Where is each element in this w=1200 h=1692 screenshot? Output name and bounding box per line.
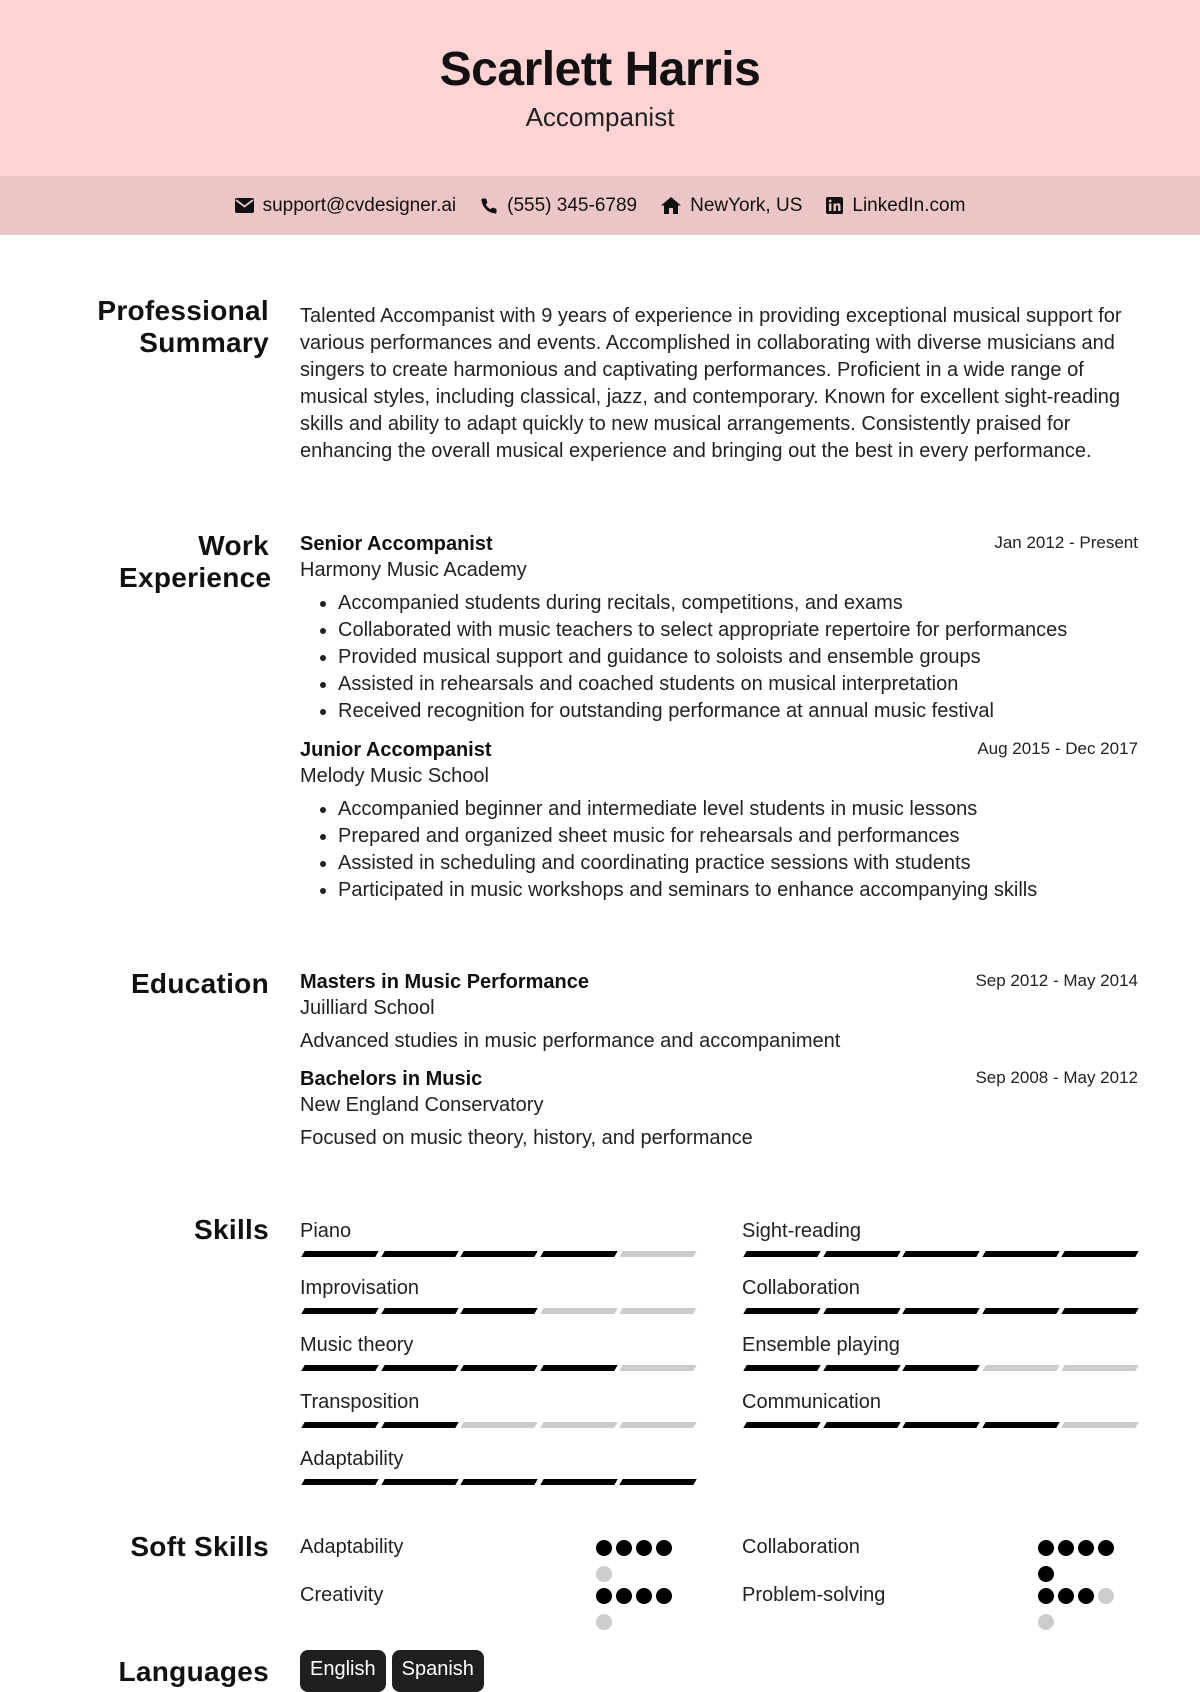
skill-segment-filled xyxy=(460,1251,537,1257)
section-title-skills: Skills xyxy=(194,1214,269,1245)
work-entry xyxy=(300,531,1138,725)
soft-skill-item xyxy=(300,1534,696,1580)
rating-dot-filled xyxy=(1038,1566,1054,1582)
skill-name: Music theory xyxy=(300,1334,414,1356)
rating-dot-empty xyxy=(596,1566,612,1582)
skill-segment-empty xyxy=(619,1365,696,1371)
rating-dot-filled xyxy=(596,1540,612,1556)
skill-segment-filled xyxy=(619,1479,696,1485)
language-pill: English xyxy=(300,1650,386,1692)
section-title-summary: Professional Summary xyxy=(97,295,269,358)
skill-level-bar xyxy=(300,1251,696,1259)
contact-bar xyxy=(0,176,1200,235)
rating-dot-filled xyxy=(656,1588,672,1604)
candidate-title: Accompanist xyxy=(525,102,675,132)
skill-segment-filled xyxy=(301,1251,378,1257)
skill-segment-filled xyxy=(540,1479,617,1485)
envelope-icon xyxy=(235,198,254,213)
skill-item xyxy=(300,1446,696,1472)
work-bullets xyxy=(300,796,1138,904)
skill-segment-filled xyxy=(743,1422,820,1428)
rating-dot-filled xyxy=(1058,1588,1074,1604)
work-bullet: • Received recognition for outstanding performance at annual music festival xyxy=(338,698,1138,725)
skill-segment-filled xyxy=(902,1365,979,1371)
work-org: Harmony Music Academy xyxy=(300,559,527,581)
skill-segment-filled xyxy=(460,1479,537,1485)
rating-dot-filled xyxy=(1098,1540,1114,1556)
rating-dot-filled xyxy=(636,1588,652,1604)
skill-item xyxy=(742,1218,1138,1244)
skill-segment-empty xyxy=(982,1365,1059,1371)
skill-segment-filled xyxy=(743,1365,820,1371)
skill-segment-filled xyxy=(381,1251,458,1257)
skill-item xyxy=(300,1275,696,1301)
work-bullet: • Accompanied beginner and intermediate level students in music lessons xyxy=(338,796,1138,823)
skill-level-bar xyxy=(300,1308,696,1316)
rating-dot-filled xyxy=(1038,1540,1054,1556)
skill-segment-filled xyxy=(301,1365,378,1371)
work-org: Melody Music School xyxy=(300,765,489,787)
skill-segment-empty xyxy=(1061,1422,1138,1428)
skill-name: Ensemble playing xyxy=(742,1334,900,1356)
skill-segment-empty xyxy=(540,1422,617,1428)
skill-segment-filled xyxy=(743,1251,820,1257)
work-entry xyxy=(300,737,1138,904)
skill-segment-filled xyxy=(381,1308,458,1314)
rating-dot-empty xyxy=(596,1614,612,1630)
work-bullet: • Accompanied students during recitals, competitions, and exams xyxy=(338,590,1138,617)
skill-level-bar xyxy=(300,1422,696,1430)
section-title-languages: Languages xyxy=(118,1656,269,1687)
skill-segment-empty xyxy=(619,1422,696,1428)
skill-segment-filled xyxy=(743,1308,820,1314)
work-list xyxy=(300,531,1138,904)
skill-segment-filled xyxy=(902,1308,979,1314)
skill-segment-filled xyxy=(982,1308,1059,1314)
skill-segment-filled xyxy=(902,1251,979,1257)
education-date: Sep 2012 - May 2014 xyxy=(975,971,1138,990)
email-text: support@cvdesigner.ai xyxy=(262,194,457,216)
skill-segment-empty xyxy=(619,1251,696,1257)
skill-segment-filled xyxy=(823,1251,900,1257)
rating-dot-empty xyxy=(1098,1588,1114,1604)
skill-segment-filled xyxy=(381,1479,458,1485)
skill-segment-filled xyxy=(1061,1251,1138,1257)
rating-dot-filled xyxy=(616,1540,632,1556)
resume-header xyxy=(0,0,1200,176)
rating-dot-filled xyxy=(1078,1540,1094,1556)
skill-segment-filled xyxy=(381,1422,458,1428)
skill-segment-filled xyxy=(823,1365,900,1371)
skill-segment-empty xyxy=(619,1308,696,1314)
skill-segment-empty xyxy=(460,1422,537,1428)
skill-name: Piano xyxy=(300,1220,352,1242)
rating-dot-filled xyxy=(616,1588,632,1604)
linkedin-icon xyxy=(826,197,843,214)
skill-segment-filled xyxy=(540,1251,617,1257)
skill-item xyxy=(300,1218,696,1244)
skill-level-bar xyxy=(742,1422,1138,1430)
skill-name: Sight-reading xyxy=(742,1220,861,1242)
work-date: Jan 2012 - Present xyxy=(994,533,1138,552)
education-school: New England Conservatory xyxy=(300,1094,544,1116)
section-title-work: Work Experience xyxy=(119,530,272,593)
education-date: Sep 2008 - May 2012 xyxy=(975,1068,1138,1087)
contact-linkedin[interactable] xyxy=(826,195,965,217)
soft-skill-item xyxy=(742,1534,1138,1580)
rating-dot-filled xyxy=(656,1540,672,1556)
skill-item xyxy=(742,1389,1138,1415)
skill-level-bar xyxy=(742,1308,1138,1316)
education-entry xyxy=(300,1066,1138,1152)
skill-segment-filled xyxy=(381,1365,458,1371)
skill-segment-filled xyxy=(982,1422,1059,1428)
skill-name: Communication xyxy=(742,1391,881,1413)
contact-phone[interactable] xyxy=(480,195,637,217)
skill-level-bar xyxy=(300,1479,696,1487)
rating-dot-filled xyxy=(636,1540,652,1556)
rating-dot-filled xyxy=(1058,1540,1074,1556)
skill-item xyxy=(742,1275,1138,1301)
languages-list xyxy=(300,1650,1138,1692)
work-bullet: • Participated in music workshops and seminars to enhance accompanying skills xyxy=(338,877,1138,904)
rating-dot-filled xyxy=(596,1588,612,1604)
skill-segment-filled xyxy=(460,1365,537,1371)
phone-text: (555) 345-6789 xyxy=(507,194,638,216)
skill-segment-empty xyxy=(540,1308,617,1314)
work-title: Senior Accompanist xyxy=(300,533,493,555)
skill-segment-filled xyxy=(902,1422,979,1428)
skill-segment-filled xyxy=(1061,1308,1138,1314)
linkedin-text: LinkedIn.com xyxy=(852,194,966,216)
work-bullets xyxy=(300,590,1138,725)
skill-item xyxy=(300,1332,696,1358)
education-entry xyxy=(300,969,1138,1055)
phone-icon xyxy=(480,197,498,215)
work-bullet: • Provided musical support and guidance to soloists and ensemble groups xyxy=(338,644,1138,671)
soft-skill-item xyxy=(742,1582,1138,1628)
skill-segment-filled xyxy=(823,1308,900,1314)
contact-location xyxy=(661,195,802,217)
soft-skill-name: Problem-solving xyxy=(742,1584,886,1606)
section-title-education: Education xyxy=(130,968,269,999)
skill-segment-filled xyxy=(540,1365,617,1371)
education-desc: Advanced studies in music performance and accompaniment xyxy=(300,1030,841,1052)
rating-dot-empty xyxy=(1038,1614,1054,1630)
skill-segment-filled xyxy=(823,1422,900,1428)
education-degree: Masters in Music Performance xyxy=(300,971,589,993)
skill-name: Adaptability xyxy=(300,1448,404,1470)
skill-segment-filled xyxy=(301,1308,378,1314)
education-school: Juilliard School xyxy=(300,997,435,1019)
section-title-soft-skills: Soft Skills xyxy=(130,1531,269,1562)
language-pill: Spanish xyxy=(392,1650,484,1692)
education-desc: Focused on music theory, history, and performance xyxy=(300,1127,753,1149)
soft-skill-name: Collaboration xyxy=(742,1536,860,1558)
soft-skill-name: Adaptability xyxy=(300,1536,404,1558)
skill-level-bar xyxy=(742,1365,1138,1373)
candidate-name: Scarlett Harris xyxy=(439,43,761,96)
skill-level-bar xyxy=(742,1251,1138,1259)
contact-email[interactable] xyxy=(235,195,457,217)
soft-skill-item xyxy=(300,1582,696,1628)
work-date: Aug 2015 - Dec 2017 xyxy=(977,739,1138,758)
skill-name: Transposition xyxy=(300,1391,420,1413)
skill-segment-empty xyxy=(1061,1365,1138,1371)
skill-item xyxy=(742,1332,1138,1358)
skill-item xyxy=(300,1389,696,1415)
work-bullet: • Prepared and organized sheet music for rehearsals and performances xyxy=(338,823,1138,850)
work-bullet: • Assisted in rehearsals and coached students on musical interpretation xyxy=(338,671,1138,698)
summary-text: Talented Accompanist with 9 years of experience in providing exceptional musical support for various performances and events. Accomplished in collaborating with diverse musicians and singers to create harmonious and captivating performances. Proficient in a wide range of musical styles, including classical, jazz, and contemporary. Known for excellent sight-reading skills and ability to adapt quickly to new musical arrangements. Consistently praised for enhancing the overall musical experience and bringing out the best in every performance. xyxy=(300,305,1122,462)
skill-segment-filled xyxy=(460,1308,537,1314)
skill-segment-filled xyxy=(301,1479,378,1485)
work-title: Junior Accompanist xyxy=(300,739,492,761)
skill-name: Collaboration xyxy=(742,1277,860,1299)
education-degree: Bachelors in Music xyxy=(300,1068,483,1090)
education-list xyxy=(300,969,1138,1152)
skill-name: Improvisation xyxy=(300,1277,419,1299)
home-icon xyxy=(661,197,681,214)
rating-dot-filled xyxy=(1038,1588,1054,1604)
work-bullet: • Assisted in scheduling and coordinating practice sessions with students xyxy=(338,850,1138,877)
skill-level-bar xyxy=(300,1365,696,1373)
rating-dot-filled xyxy=(1078,1588,1094,1604)
work-bullet: • Collaborated with music teachers to select appropriate repertoire for performances xyxy=(338,617,1138,644)
soft-skill-name: Creativity xyxy=(300,1584,384,1606)
skill-segment-filled xyxy=(301,1422,378,1428)
location-text: NewYork, US xyxy=(690,194,803,216)
skill-segment-filled xyxy=(982,1251,1059,1257)
